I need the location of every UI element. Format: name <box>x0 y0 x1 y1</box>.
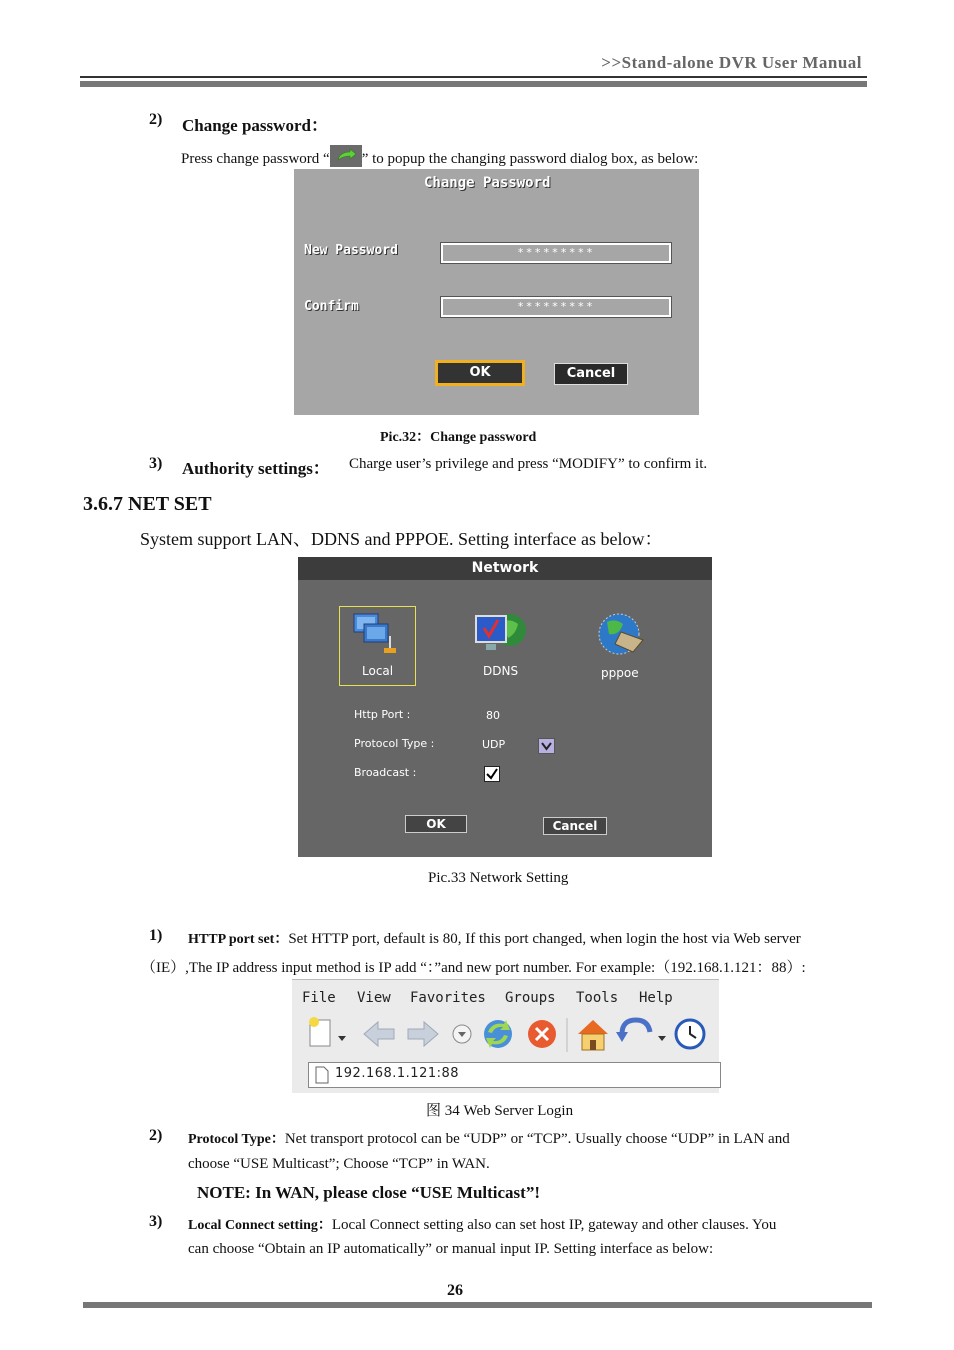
item-number: 2) <box>149 111 163 128</box>
pppoe-label: pppoe <box>601 666 639 680</box>
local-label: Local <box>362 664 394 678</box>
home-icon <box>578 1020 608 1050</box>
running-header: >>Stand-alone DVR User Manual <box>601 53 862 72</box>
page-number: 26 <box>447 1282 463 1299</box>
new-page-icon <box>309 1017 330 1046</box>
change-password-paragraph <box>181 145 698 168</box>
http-port-paragraph <box>188 928 801 948</box>
address-bar[interactable] <box>308 1062 721 1088</box>
menu-view[interactable]: View <box>357 990 391 1006</box>
stop-icon <box>528 1020 556 1048</box>
local-tab[interactable] <box>339 606 416 686</box>
local-connect-paragraph <box>188 1214 776 1234</box>
protocol-paragraph <box>188 1128 790 1148</box>
protocol-heading: Protocol Type： <box>188 1132 285 1147</box>
back-arrow-icon <box>364 1022 394 1046</box>
network-title: Network <box>298 557 712 580</box>
section-title: 3.6.7 NET SET <box>83 493 212 515</box>
computer-network-icon <box>350 610 400 656</box>
broadcast-checkbox[interactable] <box>484 766 500 782</box>
protocol-type-label: Protocol Type : <box>354 737 435 750</box>
menu-help[interactable]: Help <box>639 990 673 1006</box>
authority-text: Charge user’s privilege and press “MODIFY” to confirm it. <box>349 456 708 472</box>
text-after-icon: ” to popup the changing password dialog box, as below: <box>361 151 699 167</box>
item-number: 3) <box>149 455 163 472</box>
browser-toolbar-screenshot <box>292 979 719 1093</box>
note: NOTE: In WAN, please close “USE Multicast”! <box>197 1183 540 1202</box>
caption-pic33: Pic.33 Network Setting <box>428 870 569 886</box>
network-ok-button[interactable]: OK <box>405 815 467 833</box>
local-connect-text-1: Local Connect setting also can set host IP, gateway and other clauses. You <box>331 1217 777 1233</box>
item-number: 2) <box>149 1127 163 1144</box>
menu-tools[interactable]: Tools <box>576 990 619 1006</box>
caption-pic32: Pic.32：Change password <box>380 430 537 445</box>
ddns-monitor-icon <box>472 608 528 658</box>
http-port-text-2: （IE）,The IP address input method is IP add “：”and new port number. For example:（192.168.1.121：88）: <box>141 960 806 976</box>
cancel-button[interactable]: Cancel <box>554 363 628 385</box>
broadcast-label: Broadcast : <box>354 766 417 779</box>
new-password-label: New Password <box>304 243 398 258</box>
change-password-dialog <box>294 169 699 415</box>
section-heading-authority: Authority settings： <box>182 459 330 478</box>
local-connect-text-2: can choose “Obtain an IP automatically” or manual input IP. Setting interface as below: <box>188 1241 714 1257</box>
refresh-icon <box>484 1020 512 1048</box>
header-rule-thin <box>80 76 867 78</box>
network-cancel-button[interactable]: Cancel <box>543 817 607 835</box>
dialog-title: Change Password <box>424 175 551 191</box>
http-port-label: Http Port : <box>354 708 411 721</box>
protocol-type-value: UDP <box>482 738 506 751</box>
browser-toolbar-icons <box>292 1014 719 1058</box>
item-number: 3) <box>149 1213 163 1230</box>
footer-rule <box>83 1302 872 1308</box>
protocol-dropdown-chevron-icon[interactable] <box>538 738 555 754</box>
new-password-field[interactable]: ********* <box>441 243 671 263</box>
item-number: 1) <box>149 927 163 944</box>
text-before-icon: Press change password “ <box>181 151 330 167</box>
ddns-label: DDNS <box>483 664 519 678</box>
section-heading-change-password: Change password： <box>182 116 328 135</box>
protocol-text-2: choose “USE Multicast”; Choose “TCP” in WAN. <box>188 1156 490 1172</box>
confirm-password-field[interactable]: ********* <box>441 297 671 317</box>
http-port-text-1: Set HTTP port, default is 80, If this port changed, when login the host via Web server <box>288 931 801 947</box>
network-dialog <box>298 557 712 857</box>
checkmark-icon <box>485 767 499 781</box>
menu-groups[interactable]: Groups <box>505 990 556 1006</box>
caption-pic34: 图 34 Web Server Login <box>426 1103 574 1119</box>
pppoe-tab[interactable] <box>588 606 658 684</box>
http-port-heading: HTTP port set： <box>188 932 289 947</box>
globe-icon <box>593 608 649 664</box>
address-text: 192.168.1.121:88 <box>335 1066 460 1081</box>
menu-favorites[interactable]: Favorites <box>410 990 486 1006</box>
page-icon <box>314 1066 330 1084</box>
ok-button[interactable]: OK <box>435 360 525 386</box>
local-connect-heading: Local Connect setting： <box>188 1218 332 1233</box>
header-rule-thick <box>80 81 867 87</box>
clock-icon <box>676 1020 704 1048</box>
menu-file[interactable]: File <box>302 990 336 1006</box>
change-password-arrow-icon <box>330 145 362 167</box>
history-back-icon <box>616 1020 650 1042</box>
forward-arrow-icon <box>408 1022 438 1046</box>
http-port-input[interactable]: 80 <box>486 709 500 722</box>
dropdown-circle-icon <box>453 1025 471 1043</box>
confirm-label: Confirm <box>304 299 359 314</box>
ddns-tab[interactable] <box>468 606 538 684</box>
intro-paragraph: System support LAN、DDNS and PPPOE. Setting interface as below： <box>140 529 663 549</box>
protocol-text-1: Net transport protocol can be “UDP” or “TCP”. Usually choose “UDP” in LAN and <box>284 1131 790 1147</box>
